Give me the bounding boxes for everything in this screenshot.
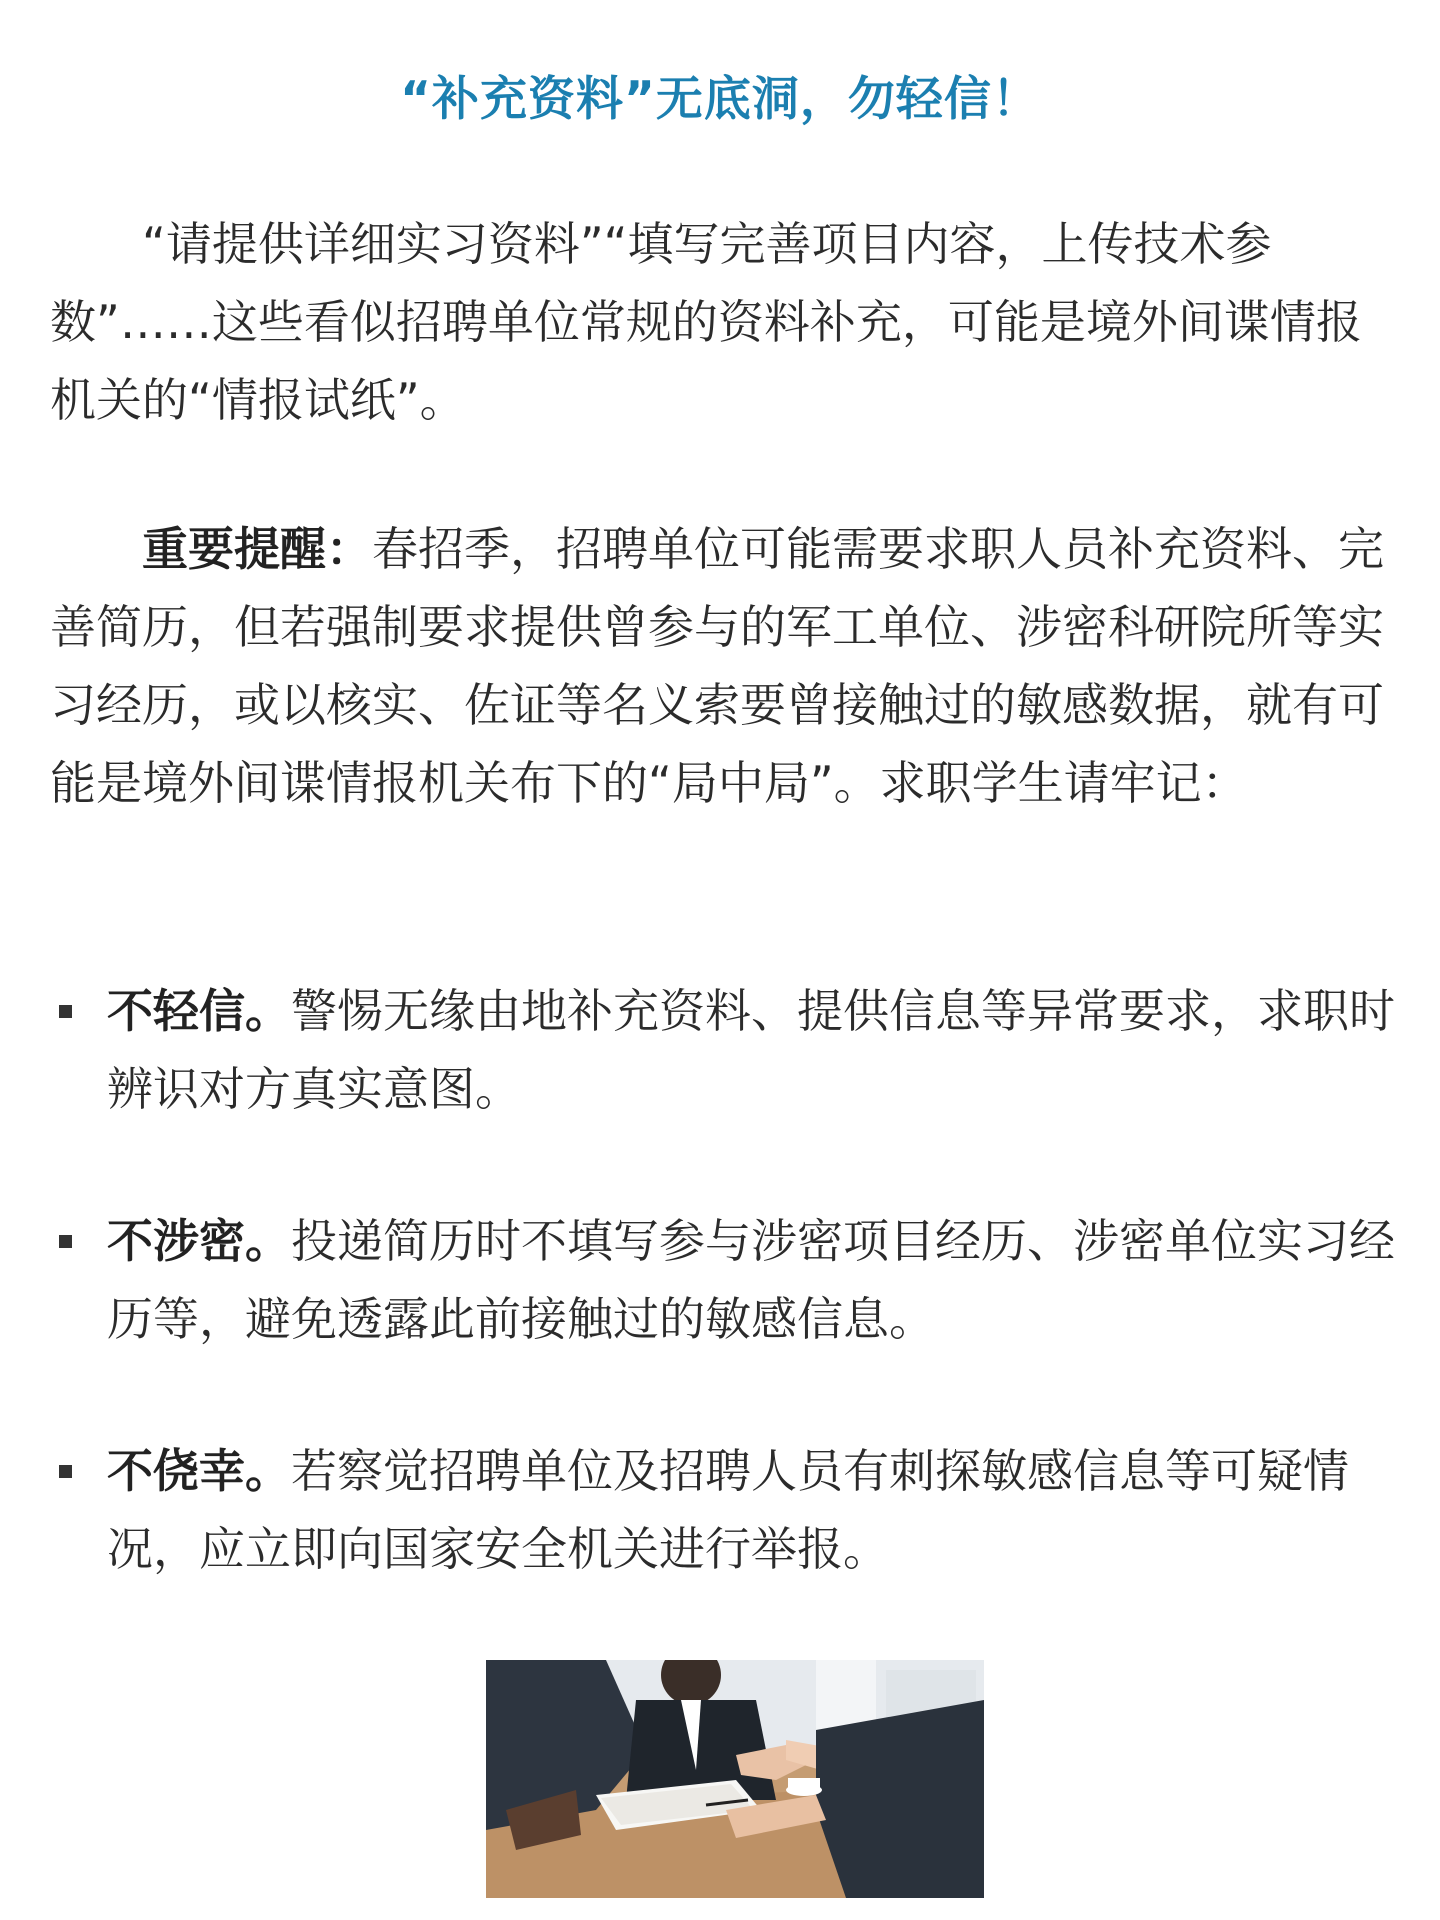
bullet-lead: 不侥幸。 [107,1444,291,1498]
bullet-lead: 不涉密。 [107,1214,291,1268]
bullet-square-icon [59,1465,72,1478]
reminder-paragraph [50,510,1400,822]
reminder-label: 重要提醒： [142,522,372,576]
intro-paragraph: “请提供详细实习资料”“填写完善项目内容，上传技术参数”……这些看似招聘单位常规的资料补充，可能是境外间谍情报机关的“情报试纸”。 [50,217,1362,427]
bullet-lead: 不轻信。 [107,984,291,1038]
bullet-text [107,972,1407,1128]
reminder-body: 春招季，招聘单位可能需要求职人员补充资料、完善简历，但若强制要求提供曾参与的军工单位、涉密科研院所等实习经历，或以核实、佐证等名义索要曾接触过的敏感数据，就有可能是境外间谍情报机关布下的“局中局”。求职学生请牢记： [50,522,1384,810]
bullet-body: 若察觉招聘单位及招聘人员有刺探敏感信息等可疑情况，应立即向国家安全机关进行举报。 [107,1444,1349,1576]
bullet-text [107,1432,1407,1588]
article-title: “补充资料”无底洞，勿轻信！ [400,72,1040,127]
bullet-body: 投递简历时不填写参与涉密项目经历、涉密单位实习经历等，避免透露此前接触过的敏感信息。 [107,1214,1395,1346]
bullet-text [107,1202,1407,1358]
bullet-square-icon [59,1235,72,1248]
bullet-body: 警惕无缘由地补充资料、提供信息等异常要求，求职时辨识对方真实意图。 [107,984,1395,1116]
bullet-square-icon [59,1005,72,1018]
handshake-photo-illustration [486,1660,984,1898]
handshake-photo [486,1660,984,1898]
